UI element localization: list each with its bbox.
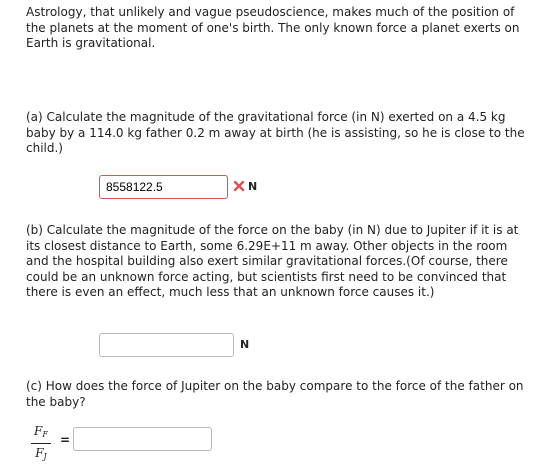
part-a-answer-input[interactable] (99, 175, 228, 199)
denominator-subscript: J (43, 452, 47, 461)
part-b-answer-input[interactable] (99, 333, 234, 357)
incorrect-x-icon (233, 180, 245, 192)
problem-intro: Astrology, that unlikely and vague pseudoscience, makes much of the position of the planets at the moment of one's birth. The only known force a planet exerts on Earth is gravitational. (26, 5, 520, 50)
force-ratio-fraction (31, 424, 51, 464)
part-b-question: (b) Calculate the magnitude of the force on the baby (in N) due to Jupiter if it is at its closest distance to Earth, some 6.29E+11 m away. Other objects in the room and the hospital building also exert similar gravitational forces.(Of course, there could be an unknown force acting, but scientists first need to be convinced that there is even an effect, much less that an unknown force causes it.) (26, 223, 519, 299)
fraction-numerator (31, 424, 51, 442)
numerator-subscript: F (42, 430, 48, 439)
equals-sign: = (60, 433, 71, 447)
part-c-answer-input[interactable] (73, 427, 212, 451)
part-c-question: (c) How does the force of Jupiter on the baby compare to the force of the father on the baby? (26, 379, 524, 409)
denominator-symbol: F (35, 446, 44, 460)
fraction-bar (31, 443, 51, 444)
fraction-denominator (31, 446, 51, 464)
part-b-unit: N (240, 338, 250, 351)
numerator-symbol: F (34, 424, 43, 438)
part-a-question: (a) Calculate the magnitude of the gravitational force (in N) exerted on a 4.5 kg baby by a 114.0 kg father 0.2 m away at birth (he is assisting, so he is close to the child.) (26, 110, 525, 155)
part-a-unit: N (248, 180, 258, 193)
